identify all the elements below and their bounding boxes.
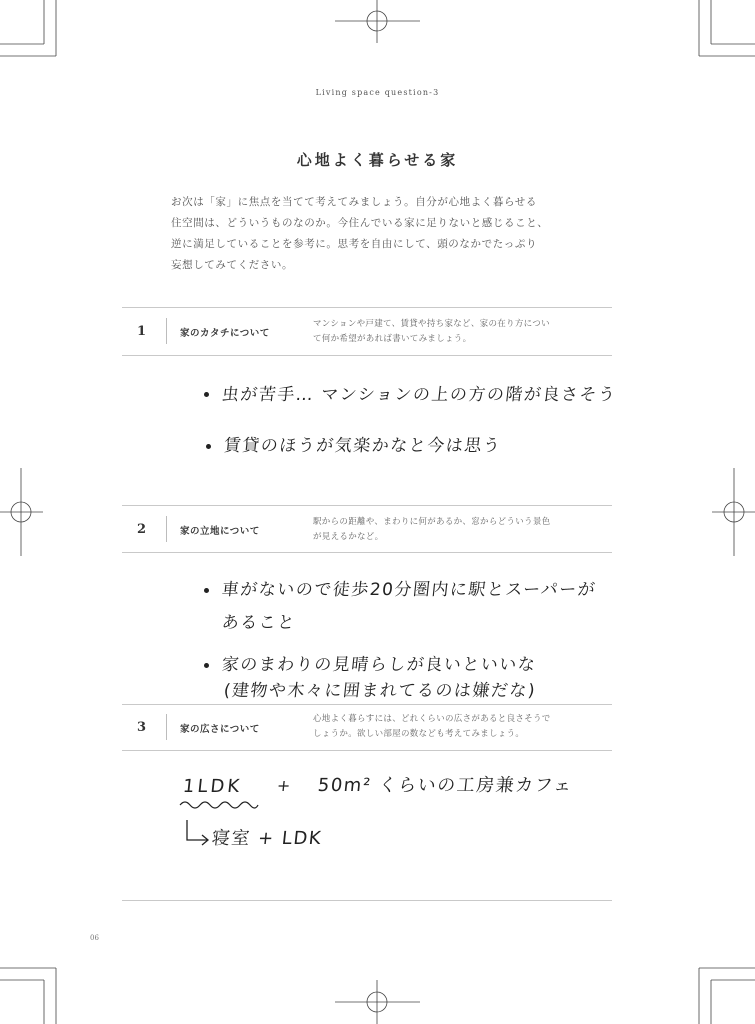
description-line: 心地よく暮らすには、どれくらいの広さがあると良さそうで [313,714,551,724]
question-description [313,712,551,742]
page-title: 心地よく暮らせる家 [296,151,459,169]
section-divider [122,505,612,506]
question-number: 3 [137,720,147,735]
description-line: て何か希望があれば書いてみましょう。 [313,334,472,344]
handwritten-answer: 賃貸のほうが気楽かなと今は思う [222,436,503,456]
divider-bar [166,516,167,542]
handwritten-answer: あること [220,613,297,633]
intro-line: 住空間は、どういうものなのか。今住んでいる家に足りないと感じること、 [171,217,549,229]
answer-bullet [204,663,209,668]
handwritten-answer: 1LDK [181,776,244,797]
handwritten-answer: (建物や木々に囲まれてるのは嫌だな) [222,681,538,701]
section-divider [122,900,612,901]
intro-line: 妄想してみてください。 [171,259,294,271]
question-number: 1 [137,324,147,339]
handwritten-answer: 家のまわりの見晴らしが良いといいな [220,655,538,675]
section-divider [122,704,612,705]
section-divider [122,750,612,751]
section-divider [122,307,612,308]
question-number: 2 [137,522,147,537]
intro-text [171,192,601,276]
question-label: 家の広さについて [180,724,260,735]
intro-line: お次は「家」に焦点を当てて考えてみましょう。自分が心地よく暮らせる [171,196,537,208]
question-description [313,515,550,545]
description-line: が見えるかなど。 [313,532,384,542]
question-label: 家のカタチについて [180,328,270,339]
section-divider [122,552,612,553]
handwritten-answer: 50m² くらいの工房兼カフェ [316,775,574,796]
wavy-underline [178,797,260,811]
description-line: マンションや戸建て、賃貸や持ち家など、家の在り方につい [313,319,550,329]
page-number: 06 [90,934,99,942]
running-header: Living space question-3 [315,88,440,97]
divider-bar [166,714,167,740]
answer-bullet [206,444,211,449]
answer-bullet [204,392,209,397]
question-label: 家の立地について [180,526,260,537]
section-divider [122,355,612,356]
divider-bar [166,318,167,344]
handwritten-answer: 車がないので徒歩20分圏内に駅とスーパーが [220,580,598,600]
handwritten-answer: 虫が苦手… マンションの上の方の階が良さそう [220,385,618,405]
description-line: しょうか。欲しい部屋の数なども考えてみましょう。 [313,729,525,739]
arrow-icon [183,818,213,848]
question-description [313,317,550,347]
handwritten-answer: + [276,776,293,795]
handwritten-answer: 寝室 + LDK [210,828,324,849]
intro-line: 逆に満足していることを参考に。思考を自由にして、頭のなかでたっぷり [171,238,538,250]
answer-bullet [204,588,209,593]
description-line: 駅からの距離や、まわりに何があるか、窓からどういう景色 [313,517,551,527]
